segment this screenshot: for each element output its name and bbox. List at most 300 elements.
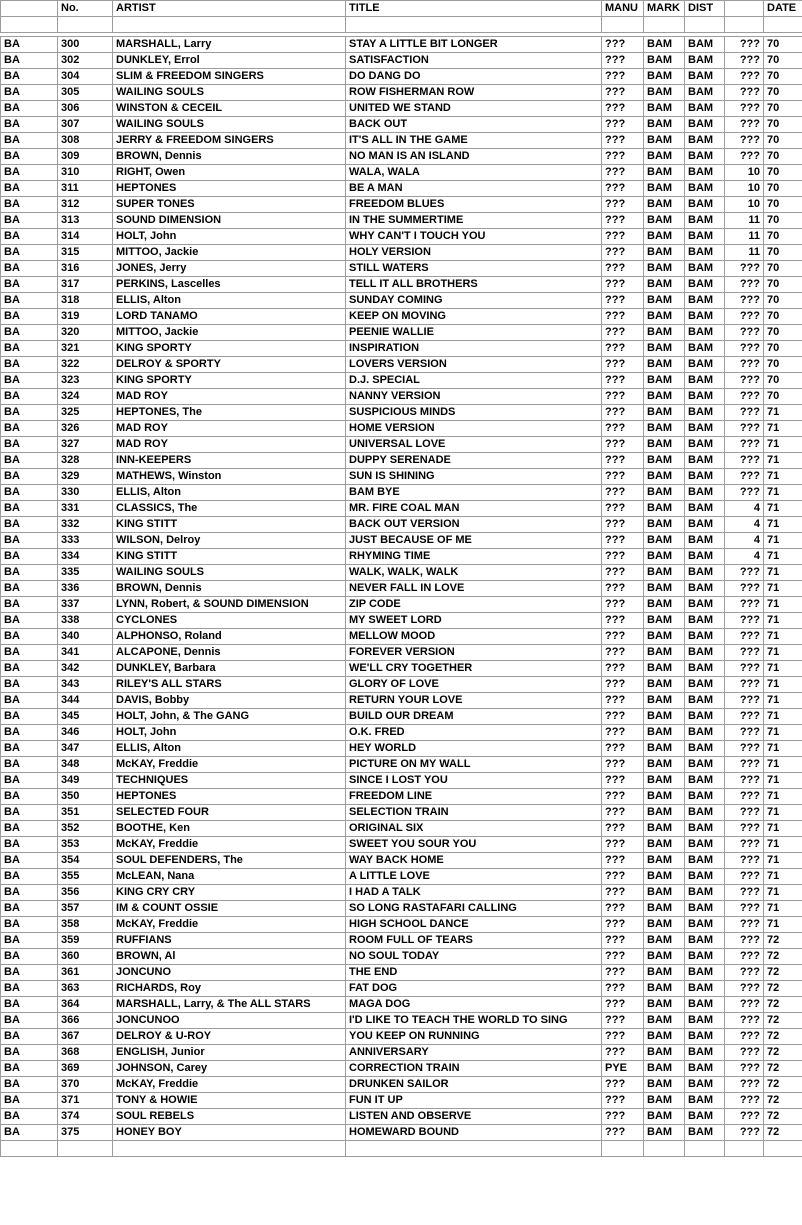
cell-title: STILL WATERS (346, 261, 602, 277)
cell-dist: BAM (685, 133, 725, 149)
cell-title: WE'LL CRY TOGETHER (346, 661, 602, 677)
cell-no: 341 (58, 645, 113, 661)
cell-title: WHY CAN'T I TOUCH YOU (346, 229, 602, 245)
cell-artist: JONCUNOO (113, 1013, 346, 1029)
cell-artist: McKAY, Freddie (113, 1077, 346, 1093)
cell-artist: TONY & HOWIE (113, 1093, 346, 1109)
cell-prefix: BA (1, 69, 58, 85)
table-row (1, 837, 802, 853)
cell-manu: ??? (602, 693, 644, 709)
cell-title: ROW FISHERMAN ROW (346, 85, 602, 101)
cell-title: SUNDAY COMING (346, 293, 602, 309)
cell-title: SUSPICIOUS MINDS (346, 405, 602, 421)
cell-dist: BAM (685, 773, 725, 789)
cell-date: 71 (764, 757, 802, 773)
cell-artist: ALPHONSO, Roland (113, 629, 346, 645)
cell-artist: McKAY, Freddie (113, 837, 346, 853)
cell-num: ??? (725, 421, 764, 437)
cell-artist: JOHNSON, Carey (113, 1061, 346, 1077)
table-row (1, 37, 802, 53)
cell-manu: ??? (602, 533, 644, 549)
cell-artist: WILSON, Delroy (113, 533, 346, 549)
cell-date: 70 (764, 389, 802, 405)
cell-date: 71 (764, 645, 802, 661)
cell-no: 309 (58, 149, 113, 165)
cell-mark: BAM (644, 181, 685, 197)
table-row (1, 341, 802, 357)
cell-manu: ??? (602, 357, 644, 373)
cell-dist: BAM (685, 805, 725, 821)
cell-no: 332 (58, 517, 113, 533)
cell-manu: ??? (602, 709, 644, 725)
cell-no: 317 (58, 277, 113, 293)
cell-manu: ??? (602, 581, 644, 597)
table-row (1, 549, 802, 565)
table-row (1, 1077, 802, 1093)
cell-date: 71 (764, 773, 802, 789)
cell-dist: BAM (685, 181, 725, 197)
cell-manu: ??? (602, 261, 644, 277)
cell-prefix: BA (1, 965, 58, 981)
cell-date: 70 (764, 165, 802, 181)
table-row (1, 965, 802, 981)
cell-dist: BAM (685, 869, 725, 885)
cell-manu: ??? (602, 661, 644, 677)
cell-artist: MAD ROY (113, 437, 346, 453)
cell-manu: ??? (602, 805, 644, 821)
cell-prefix: BA (1, 309, 58, 325)
cell-title: FOREVER VERSION (346, 645, 602, 661)
table-row (1, 773, 802, 789)
cell-manu: ??? (602, 645, 644, 661)
cell-mark: BAM (644, 405, 685, 421)
cell-dist: BAM (685, 1045, 725, 1061)
cell-date: 70 (764, 357, 802, 373)
cell-artist: MAD ROY (113, 389, 346, 405)
cell-artist: PERKINS, Lascelles (113, 277, 346, 293)
cell-date: 70 (764, 117, 802, 133)
cell-title: THE END (346, 965, 602, 981)
cell-prefix: BA (1, 789, 58, 805)
table-row (1, 821, 802, 837)
cell-date: 71 (764, 805, 802, 821)
cell-prefix: BA (1, 725, 58, 741)
cell-num: ??? (725, 901, 764, 917)
cell-title: FREEDOM LINE (346, 789, 602, 805)
cell-manu: ??? (602, 453, 644, 469)
header-artist: ARTIST (113, 1, 346, 17)
cell-dist: BAM (685, 453, 725, 469)
table-row (1, 517, 802, 533)
cell-dist: BAM (685, 277, 725, 293)
cell-manu: PYE (602, 1061, 644, 1077)
cell-manu: ??? (602, 933, 644, 949)
cell-no: 320 (58, 325, 113, 341)
table-row (1, 613, 802, 629)
cell-mark: BAM (644, 805, 685, 821)
cell-artist: McLEAN, Nana (113, 869, 346, 885)
cell-mark: BAM (644, 501, 685, 517)
cell-num: ??? (725, 741, 764, 757)
cell-date: 71 (764, 661, 802, 677)
cell-prefix: BA (1, 757, 58, 773)
cell-artist: BROWN, Dennis (113, 149, 346, 165)
header-date: DATE (764, 1, 802, 17)
cell-no: 361 (58, 965, 113, 981)
cell-dist: BAM (685, 821, 725, 837)
cell-num: ??? (725, 373, 764, 389)
cell-date: 70 (764, 149, 802, 165)
cell-dist: BAM (685, 309, 725, 325)
cell-dist: BAM (685, 629, 725, 645)
cell-manu: ??? (602, 549, 644, 565)
cell-artist: HEPTONES (113, 181, 346, 197)
cell-title: BE A MAN (346, 181, 602, 197)
cell-mark: BAM (644, 709, 685, 725)
cell-artist: JONES, Jerry (113, 261, 346, 277)
cell-manu: ??? (602, 53, 644, 69)
cell-prefix: BA (1, 533, 58, 549)
cell-title: HIGH SCHOOL DANCE (346, 917, 602, 933)
cell-dist: BAM (685, 437, 725, 453)
cell-manu: ??? (602, 725, 644, 741)
cell-num: ??? (725, 709, 764, 725)
cell-manu: ??? (602, 1077, 644, 1093)
table-row (1, 725, 802, 741)
cell-mark: BAM (644, 821, 685, 837)
cell-num: ??? (725, 1093, 764, 1109)
cell-num: ??? (725, 117, 764, 133)
bottom-empty-row (1, 1141, 802, 1157)
cell-num: ??? (725, 389, 764, 405)
cell-no: 323 (58, 373, 113, 389)
cell-date: 71 (764, 629, 802, 645)
cell-num: 11 (725, 213, 764, 229)
table-row (1, 357, 802, 373)
cell-artist: LYNN, Robert, & SOUND DIMENSION (113, 597, 346, 613)
cell-dist: BAM (685, 421, 725, 437)
cell-artist: KING STITT (113, 517, 346, 533)
cell-prefix: BA (1, 741, 58, 757)
cell-title: SUN IS SHINING (346, 469, 602, 485)
cell-no: 333 (58, 533, 113, 549)
cell-dist: BAM (685, 1029, 725, 1045)
cell-mark: BAM (644, 1093, 685, 1109)
cell-dist: BAM (685, 981, 725, 997)
cell-no: 350 (58, 789, 113, 805)
cell-no: 327 (58, 437, 113, 453)
cell-dist: BAM (685, 885, 725, 901)
cell-artist: MARSHALL, Larry (113, 37, 346, 53)
cell-mark: BAM (644, 581, 685, 597)
cell-no: 314 (58, 229, 113, 245)
cell-artist: HOLT, John (113, 229, 346, 245)
cell-mark: BAM (644, 645, 685, 661)
cell-mark: BAM (644, 389, 685, 405)
cell-artist: MAD ROY (113, 421, 346, 437)
table-row (1, 709, 802, 725)
cell-num: 4 (725, 549, 764, 565)
cell-manu: ??? (602, 293, 644, 309)
cell-artist: JONCUNO (113, 965, 346, 981)
cell-prefix: BA (1, 1093, 58, 1109)
cell-date: 72 (764, 1045, 802, 1061)
cell-date: 70 (764, 53, 802, 69)
table-row (1, 229, 802, 245)
cell-title: SELECTION TRAIN (346, 805, 602, 821)
cell-date: 70 (764, 293, 802, 309)
cell-date: 71 (764, 693, 802, 709)
cell-dist: BAM (685, 645, 725, 661)
cell-mark: BAM (644, 773, 685, 789)
cell-no: 304 (58, 69, 113, 85)
cell-mark: BAM (644, 1077, 685, 1093)
cell-manu: ??? (602, 309, 644, 325)
cell-dist: BAM (685, 853, 725, 869)
cell-no: 318 (58, 293, 113, 309)
cell-title: UNIVERSAL LOVE (346, 437, 602, 453)
cell-title: RHYMING TIME (346, 549, 602, 565)
cell-prefix: BA (1, 85, 58, 101)
cell-artist: BOOTHE, Ken (113, 821, 346, 837)
cell-prefix: BA (1, 517, 58, 533)
cell-title: IT'S ALL IN THE GAME (346, 133, 602, 149)
cell-num: ??? (725, 261, 764, 277)
cell-date: 71 (764, 533, 802, 549)
cell-no: 306 (58, 101, 113, 117)
cell-date: 70 (764, 229, 802, 245)
cell-no: 346 (58, 725, 113, 741)
cell-manu: ??? (602, 1029, 644, 1045)
cell-title: HOLY VERSION (346, 245, 602, 261)
cell-mark: BAM (644, 789, 685, 805)
table-row (1, 997, 802, 1013)
cell-manu: ??? (602, 821, 644, 837)
cell-prefix: BA (1, 261, 58, 277)
cell-no: 364 (58, 997, 113, 1013)
cell-prefix: BA (1, 421, 58, 437)
cell-date: 71 (764, 677, 802, 693)
table-row (1, 133, 802, 149)
cell-no: 337 (58, 597, 113, 613)
cell-artist: DUNKLEY, Errol (113, 53, 346, 69)
cell-manu: ??? (602, 405, 644, 421)
cell-num: ??? (725, 437, 764, 453)
cell-artist: HOLT, John, & The GANG (113, 709, 346, 725)
cell-num: ??? (725, 277, 764, 293)
table-row (1, 901, 802, 917)
cell-artist: HEPTONES, The (113, 405, 346, 421)
cell-mark: BAM (644, 981, 685, 997)
table-row (1, 565, 802, 581)
cell-manu: ??? (602, 517, 644, 533)
cell-manu: ??? (602, 853, 644, 869)
table-row (1, 309, 802, 325)
cell-prefix: BA (1, 901, 58, 917)
table-row (1, 1109, 802, 1125)
cell-mark: BAM (644, 613, 685, 629)
cell-prefix: BA (1, 165, 58, 181)
cell-title: SO LONG RASTAFARI CALLING (346, 901, 602, 917)
cell-dist: BAM (685, 229, 725, 245)
table-row (1, 1061, 802, 1077)
cell-no: 329 (58, 469, 113, 485)
cell-prefix: BA (1, 293, 58, 309)
cell-no: 308 (58, 133, 113, 149)
cell-mark: BAM (644, 965, 685, 981)
cell-num: ??? (725, 37, 764, 53)
cell-mark: BAM (644, 949, 685, 965)
cell-prefix: BA (1, 53, 58, 69)
cell-num: ??? (725, 357, 764, 373)
cell-manu: ??? (602, 869, 644, 885)
cell-prefix: BA (1, 869, 58, 885)
cell-mark: BAM (644, 757, 685, 773)
table-row (1, 293, 802, 309)
cell-num: ??? (725, 981, 764, 997)
cell-dist: BAM (685, 101, 725, 117)
cell-no: 335 (58, 565, 113, 581)
cell-no: 310 (58, 165, 113, 181)
cell-dist: BAM (685, 405, 725, 421)
cell-artist: ELLIS, Alton (113, 293, 346, 309)
cell-date: 71 (764, 437, 802, 453)
cell-manu: ??? (602, 245, 644, 261)
cell-num: ??? (725, 149, 764, 165)
cell-dist: BAM (685, 1013, 725, 1029)
table-row (1, 981, 802, 997)
cell-manu: ??? (602, 565, 644, 581)
cell-prefix: BA (1, 101, 58, 117)
cell-no: 355 (58, 869, 113, 885)
cell-prefix: BA (1, 325, 58, 341)
cell-no: 360 (58, 949, 113, 965)
cell-prefix: BA (1, 373, 58, 389)
cell-manu: ??? (602, 325, 644, 341)
cell-title: NANNY VERSION (346, 389, 602, 405)
cell-prefix: BA (1, 1125, 58, 1141)
cell-title: GLORY OF LOVE (346, 677, 602, 693)
cell-date: 70 (764, 197, 802, 213)
cell-num: ??? (725, 997, 764, 1013)
table-row (1, 213, 802, 229)
table-row (1, 197, 802, 213)
table-row (1, 917, 802, 933)
cell-title: LOVERS VERSION (346, 357, 602, 373)
cell-dist: BAM (685, 213, 725, 229)
cell-prefix: BA (1, 1077, 58, 1093)
cell-artist: BROWN, Al (113, 949, 346, 965)
cell-num: ??? (725, 693, 764, 709)
cell-prefix: BA (1, 341, 58, 357)
cell-num: ??? (725, 725, 764, 741)
cell-title: A LITTLE LOVE (346, 869, 602, 885)
table-row (1, 245, 802, 261)
cell-prefix: BA (1, 149, 58, 165)
cell-title: FREEDOM BLUES (346, 197, 602, 213)
cell-title: WALK, WALK, WALK (346, 565, 602, 581)
cell-mark: BAM (644, 229, 685, 245)
cell-manu: ??? (602, 1125, 644, 1141)
table-row (1, 1029, 802, 1045)
cell-prefix: BA (1, 933, 58, 949)
cell-title: ORIGINAL SIX (346, 821, 602, 837)
table-row (1, 805, 802, 821)
cell-date: 71 (764, 517, 802, 533)
cell-date: 72 (764, 981, 802, 997)
cell-prefix: BA (1, 677, 58, 693)
cell-prefix: BA (1, 645, 58, 661)
cell-mark: BAM (644, 693, 685, 709)
cell-no: 368 (58, 1045, 113, 1061)
table-row (1, 389, 802, 405)
cell-date: 72 (764, 1013, 802, 1029)
cell-artist: DAVIS, Bobby (113, 693, 346, 709)
cell-manu: ??? (602, 469, 644, 485)
cell-dist: BAM (685, 581, 725, 597)
cell-mark: BAM (644, 901, 685, 917)
cell-prefix: BA (1, 805, 58, 821)
cell-title: MY SWEET LORD (346, 613, 602, 629)
table-row (1, 165, 802, 181)
cell-dist: BAM (685, 53, 725, 69)
cell-num: ??? (725, 821, 764, 837)
cell-title: WAY BACK HOME (346, 853, 602, 869)
table-row (1, 101, 802, 117)
cell-artist: ELLIS, Alton (113, 741, 346, 757)
cell-mark: BAM (644, 117, 685, 133)
table-row (1, 69, 802, 85)
cell-mark: BAM (644, 629, 685, 645)
cell-title: STAY A LITTLE BIT LONGER (346, 37, 602, 53)
cell-num: ??? (725, 869, 764, 885)
cell-prefix: BA (1, 229, 58, 245)
cell-artist: KING CRY CRY (113, 885, 346, 901)
cell-title: BUILD OUR DREAM (346, 709, 602, 725)
cell-date: 70 (764, 277, 802, 293)
cell-dist: BAM (685, 693, 725, 709)
cell-title: YOU KEEP ON RUNNING (346, 1029, 602, 1045)
cell-dist: BAM (685, 997, 725, 1013)
cell-dist: BAM (685, 517, 725, 533)
cell-no: 316 (58, 261, 113, 277)
cell-date: 71 (764, 405, 802, 421)
cell-title: LISTEN AND OBSERVE (346, 1109, 602, 1125)
table-row (1, 629, 802, 645)
cell-no: 348 (58, 757, 113, 773)
cell-no: 342 (58, 661, 113, 677)
cell-no: 338 (58, 613, 113, 629)
cell-no: 371 (58, 1093, 113, 1109)
cell-dist: BAM (685, 789, 725, 805)
cell-num: ??? (725, 757, 764, 773)
cell-prefix: BA (1, 245, 58, 261)
cell-dist: BAM (685, 293, 725, 309)
cell-prefix: BA (1, 405, 58, 421)
cell-mark: BAM (644, 517, 685, 533)
cell-no: 331 (58, 501, 113, 517)
cell-dist: BAM (685, 69, 725, 85)
table-row (1, 853, 802, 869)
cell-num: 10 (725, 181, 764, 197)
cell-title: WALA, WALA (346, 165, 602, 181)
cell-num: 10 (725, 197, 764, 213)
cell-num: ??? (725, 1109, 764, 1125)
cell-mark: BAM (644, 245, 685, 261)
cell-artist: MITTOO, Jackie (113, 245, 346, 261)
cell-manu: ??? (602, 389, 644, 405)
cell-date: 70 (764, 341, 802, 357)
